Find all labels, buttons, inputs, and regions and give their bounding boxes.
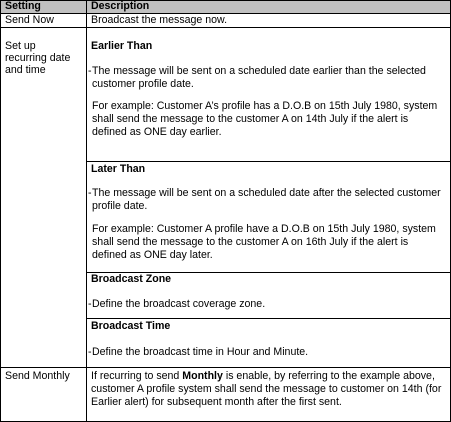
header-description: Description [91,0,150,12]
setting-send-monthly: Send Monthly [5,370,70,382]
send-monthly-line: Earlier alert) for subsequent month after the first sent. [91,396,342,408]
send-monthly-line: customer A profile system shall send the message to customer on 14th (for [91,383,442,395]
broadcast-time-bullet: Define the broadcast time in Hour and Minute. [92,346,309,358]
later-example-line: defined as ONE day later. [92,249,213,261]
monthly-keyword: Monthly [182,370,223,382]
earlier-example-line: shall send the message to the customer A on 14th July if the alert is [92,113,409,125]
section-divider [86,318,451,319]
row-divider [0,367,451,368]
earlier-bullet-line: customer profile date. [92,78,194,90]
header-setting: Setting [5,0,41,12]
bullet-dash: - [88,346,92,358]
table-border-left [0,0,1,422]
earlier-example-line: For example: Customer A’s profile has a D.O.B on 15th July 1980, system [92,100,438,112]
send-monthly-line [91,370,435,383]
broadcast-zone-bullet: Define the broadcast coverage zone. [92,298,266,310]
later-bullet-line: profile date. [92,200,148,212]
description-send-now: Broadcast the message now. [91,14,228,26]
bullet-dash: - [88,65,92,77]
table-border-top [0,0,451,1]
broadcast-time-title: Broadcast Time [91,320,171,332]
later-example-line: shall send the message to the customer A on 16th July if the alert is [92,236,409,248]
earlier-than-title: Earlier Than [91,40,153,52]
setting-recurring-line: Set up [5,40,36,52]
bullet-dash: - [88,298,92,310]
table-header-row [0,0,451,13]
send-monthly-text: is enable, by referring to the example above, [222,370,435,382]
later-than-title: Later Than [91,163,146,175]
earlier-bullet-line: The message will be sent on a scheduled date earlier than the selected [92,65,426,77]
setting-send-now: Send Now [5,14,54,26]
earlier-example-line: defined as ONE day earlier. [92,126,222,138]
setting-recurring-line: recurring date [5,52,71,64]
section-divider [86,161,451,162]
later-example-line: For example: Customer A profile have a D.O.B on 15th July 1980, system [92,223,436,235]
later-bullet-line: The message will be sent on a scheduled date after the selected customer [92,187,441,199]
column-divider [86,0,87,422]
row-divider [0,27,451,28]
setting-recurring-line: and time [5,64,46,76]
broadcast-zone-title: Broadcast Zone [91,273,172,285]
send-monthly-text: If recurring to send [91,370,183,382]
bullet-dash: - [88,187,92,199]
